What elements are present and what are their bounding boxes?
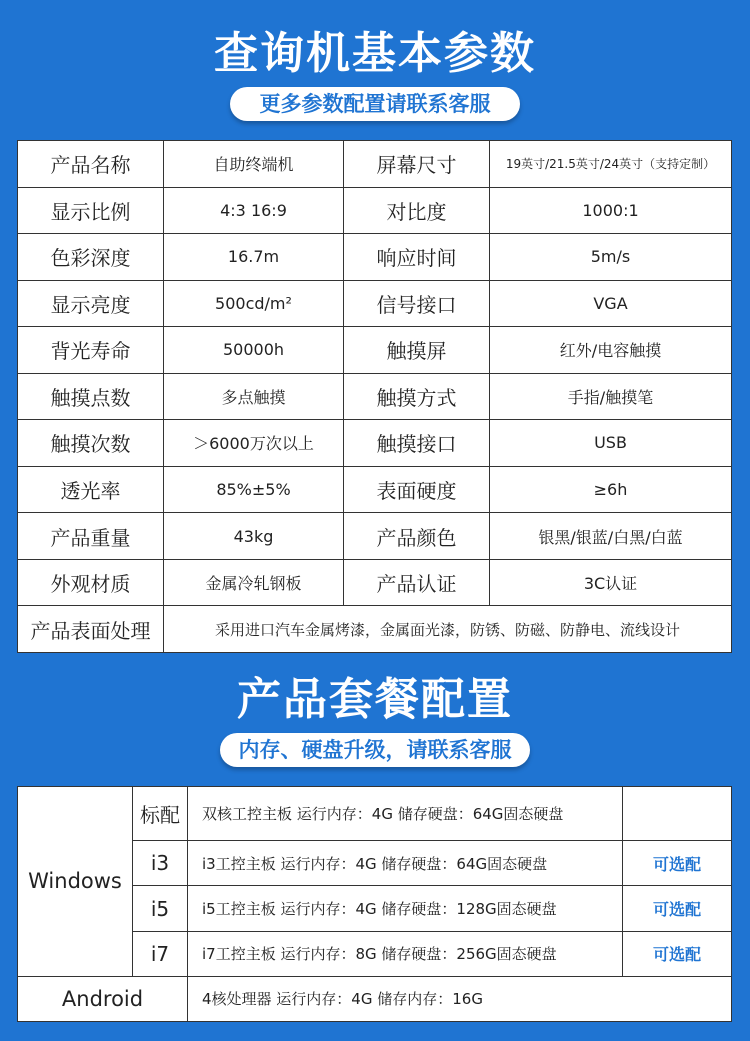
spec-value: 多点触摸: [164, 373, 344, 420]
spec-label: 触摸方式: [344, 373, 490, 420]
optional-config-link[interactable]: 可选配: [623, 886, 732, 931]
spec-value: 43kg: [164, 513, 344, 560]
spec-label: 背光寿命: [18, 327, 164, 374]
package-row-android: [18, 976, 732, 1021]
spec-row: [18, 466, 732, 513]
package-description: 4核处理器 运行内存：4G 储存内存：16G: [188, 976, 732, 1021]
spec-label: 对比度: [344, 187, 490, 234]
package-tier: i3: [133, 841, 188, 886]
spec-value: 自助终端机: [164, 141, 344, 188]
spec-value: 500cd/m²: [164, 280, 344, 327]
contact-note-pill: 更多参数配置请联系客服: [230, 87, 520, 121]
spec-value: 4:3 16:9: [164, 187, 344, 234]
spec-label: 触摸屏: [344, 327, 490, 374]
empty-cell: [623, 787, 732, 841]
spec-table: [17, 140, 732, 653]
spec-row: [18, 234, 732, 281]
upgrade-note-pill: 内存、硬盘升级，请联系客服: [220, 733, 530, 767]
package-table: [17, 786, 732, 1022]
spec-table-panel: [17, 140, 731, 653]
spec-row: [18, 373, 732, 420]
page-title: 查询机基本参数: [214, 28, 536, 79]
os-label-windows: Windows: [18, 787, 133, 977]
package-description: 双核工控主板 运行内存：4G 储存硬盘：64G固态硬盘: [188, 787, 623, 841]
spec-label: 信号接口: [344, 280, 490, 327]
package-description: i7工控主板 运行内存：8G 储存硬盘：256G固态硬盘: [188, 931, 623, 976]
spec-row: [18, 420, 732, 467]
package-tier: i7: [133, 931, 188, 976]
spec-row: [18, 280, 732, 327]
spec-row: [18, 559, 732, 606]
spec-value: 16.7m: [164, 234, 344, 281]
spec-label: 产品名称: [18, 141, 164, 188]
spec-value: 红外/电容触摸: [490, 327, 732, 374]
package-description: i3工控主板 运行内存：4G 储存硬盘：64G固态硬盘: [188, 841, 623, 886]
spec-label: 显示亮度: [18, 280, 164, 327]
spec-label: 产品表面处理: [18, 606, 164, 653]
spec-label: 屏幕尺寸: [344, 141, 490, 188]
package-tier: i5: [133, 886, 188, 931]
spec-value: USB: [490, 420, 732, 467]
spec-label: 产品颜色: [344, 513, 490, 560]
spec-value: ≥6h: [490, 466, 732, 513]
spec-row: [18, 513, 732, 560]
spec-value: 手指/触摸笔: [490, 373, 732, 420]
spec-value: 50000h: [164, 327, 344, 374]
spec-label: 色彩深度: [18, 234, 164, 281]
spec-label: 产品重量: [18, 513, 164, 560]
spec-label: 外观材质: [18, 559, 164, 606]
spec-value: 金属冷轧钢板: [164, 559, 344, 606]
optional-config-link[interactable]: 可选配: [623, 931, 732, 976]
section-title-packages: 产品套餐配置: [237, 674, 513, 725]
spec-label: 透光率: [18, 466, 164, 513]
os-label-android: Android: [18, 976, 188, 1021]
optional-config-link[interactable]: 可选配: [623, 841, 732, 886]
package-description: i5工控主板 运行内存：4G 储存硬盘：128G固态硬盘: [188, 886, 623, 931]
spec-row-surface: [18, 606, 732, 653]
package-row: [18, 787, 732, 841]
spec-label: 响应时间: [344, 234, 490, 281]
spec-value: 1000:1: [490, 187, 732, 234]
spec-label: 触摸接口: [344, 420, 490, 467]
spec-value: 采用进口汽车金属烤漆，金属面光漆，防锈、防磁、防静电、流线设计: [164, 606, 732, 653]
spec-row: [18, 327, 732, 374]
spec-label: 触摸次数: [18, 420, 164, 467]
spec-value: 5m/s: [490, 234, 732, 281]
package-tier: 标配: [133, 787, 188, 841]
spec-label: 产品认证: [344, 559, 490, 606]
package-table-panel: [17, 786, 731, 1022]
spec-value: 85%±5%: [164, 466, 344, 513]
spec-value: 3C认证: [490, 559, 732, 606]
spec-value: 银黑/银蓝/白黑/白蓝: [490, 513, 732, 560]
spec-label: 表面硬度: [344, 466, 490, 513]
spec-value: ＞6000万次以上: [164, 420, 344, 467]
spec-value: VGA: [490, 280, 732, 327]
spec-row: [18, 187, 732, 234]
spec-label: 显示比例: [18, 187, 164, 234]
spec-row: [18, 141, 732, 188]
spec-label: 触摸点数: [18, 373, 164, 420]
spec-value: 19英寸/21.5英寸/24英寸（支持定制）: [490, 141, 732, 188]
